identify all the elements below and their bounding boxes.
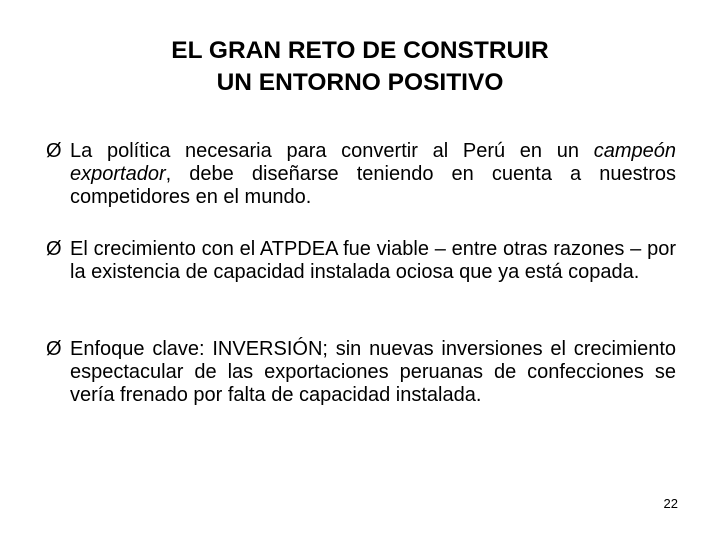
bullet-text-1-emphasis: campeón exportador bbox=[70, 140, 676, 185]
bullet-text-1 bbox=[70, 140, 676, 209]
page-number: 22 bbox=[663, 496, 678, 511]
bullet-text-1-end: , debe diseñarse teniendo en cuenta a nuestros competidores en el mundo. bbox=[70, 163, 676, 208]
bullet-item-2 bbox=[46, 238, 676, 284]
arrow-bullet-icon: Ø bbox=[46, 140, 62, 162]
arrow-bullet-icon: Ø bbox=[46, 338, 62, 360]
bullet-text-3: Enfoque clave: INVERSIÓN; sin nuevas inversiones el crecimiento espectacular de las exportaciones peruanas de confecciones se vería frenado por falta de capacidad instalada. bbox=[70, 338, 676, 406]
bullet-item-1 bbox=[46, 140, 676, 209]
bullet-text-1-start: La política necesaria para convertir al Perú en un bbox=[70, 140, 594, 162]
title-line-1: EL GRAN RETO DE CONSTRUIR bbox=[171, 37, 549, 64]
bullet-text-2: El crecimiento con el ATPDEA fue viable – entre otras razones – por la existencia de capacidad instalada ociosa que ya está copada. bbox=[70, 238, 676, 283]
title-line-2: UN ENTORNO POSITIVO bbox=[216, 69, 504, 96]
bullet-item-3 bbox=[46, 338, 676, 407]
arrow-bullet-icon: Ø bbox=[46, 238, 62, 260]
slide-title bbox=[0, 35, 720, 99]
